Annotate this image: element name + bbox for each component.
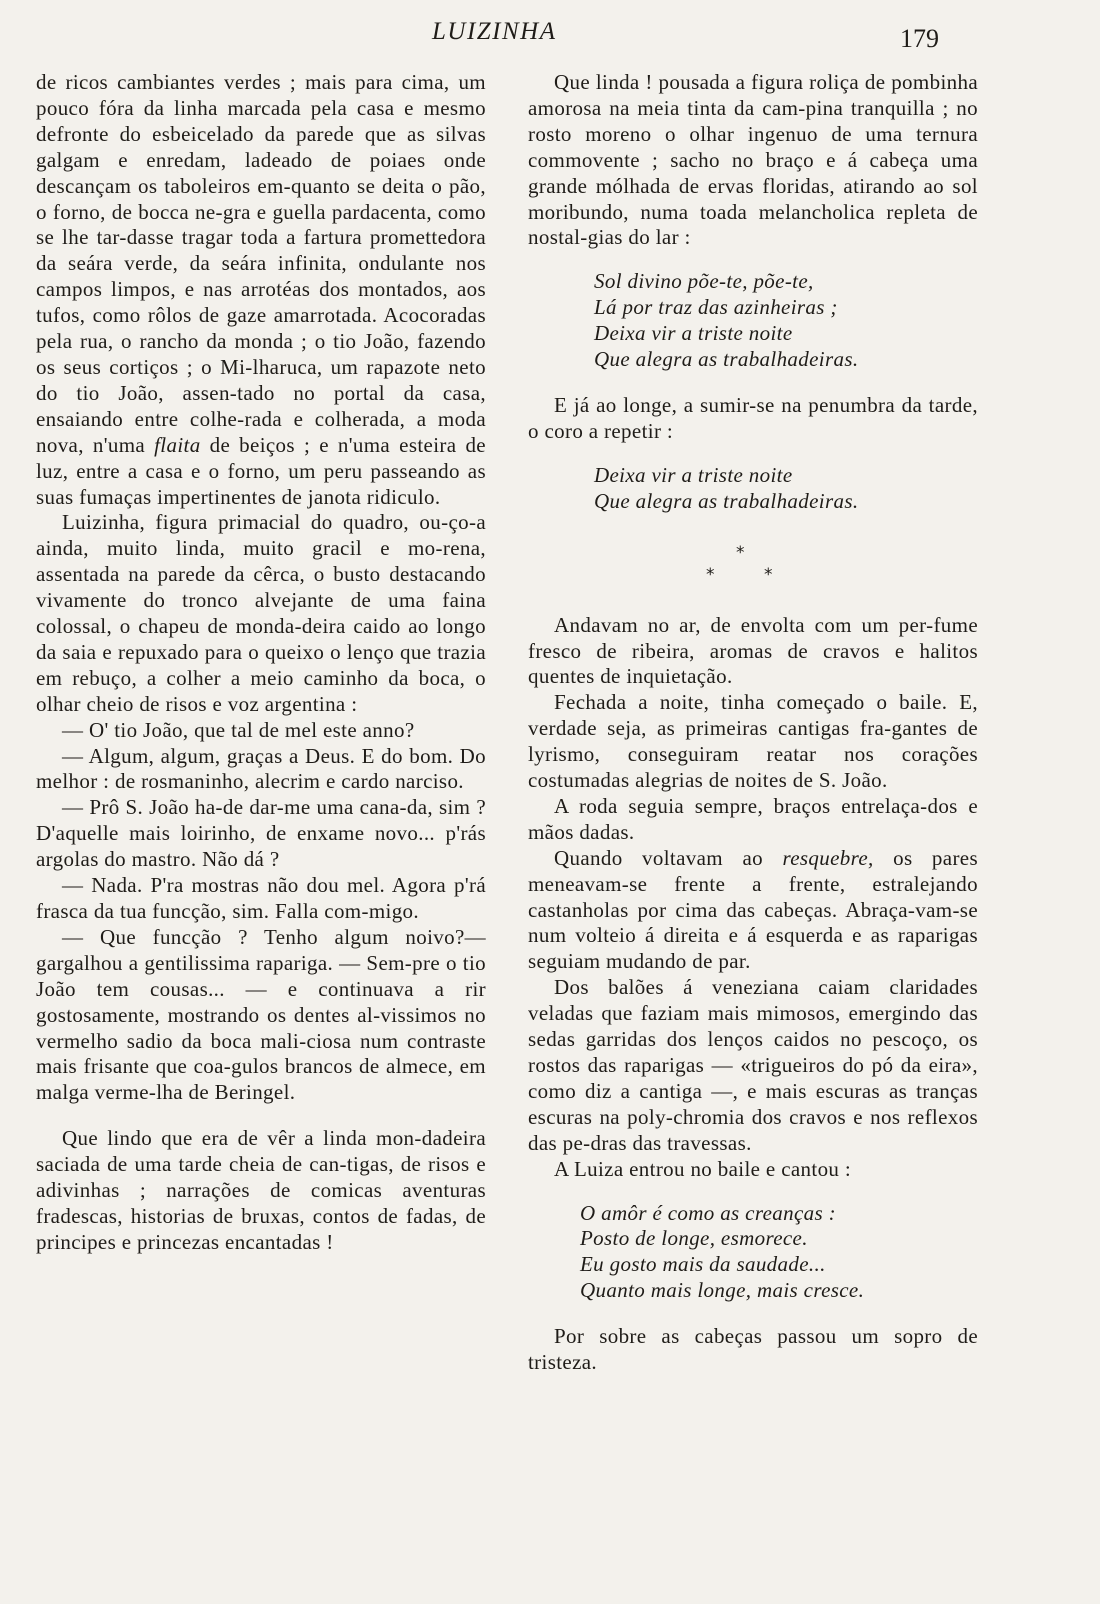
- paragraph: Dos balões á veneziana caiam claridades veladas que faziam mais mimosos, emergindo das sedas garridas dos lenços caidos no pescoço, os rostos das raparigas — «trigueiros do pó da eira», como diz a cantiga —, e mais escuras as tranças escuras na poly-chromia dos cravos e nos reflexos das pe-dras das travessas.: [528, 975, 978, 1155]
- paragraph: Luizinha, figura primacial do quadro, ou-ço-a ainda, muito linda, muito gracil e mo-rena, assentada na parede da cêrca, o busto destacando vivamente do tronco alvejante de uma faina colossal, o chapeu de monda-deira caido ao longo da saia e repuxado para o queixo o lenço que trazia em rebuço, a colher a meio caminho da boca, o olhar cheio de risos e voz argentina :: [36, 510, 486, 716]
- verse-line: Quanto mais longe, mais cresce.: [580, 1278, 865, 1303]
- paragraph: [528, 846, 978, 976]
- dialogue-line: — Nada. P'ra mostras não dou mel. Agora p'rá frasca da tua funcção, sim. Falla com-migo.: [36, 873, 486, 923]
- paragraph: A roda seguia sempre, braços entrelaça-dos e mãos dadas.: [528, 793, 978, 844]
- verse-line: Deixa vir a triste noite: [594, 462, 793, 487]
- paragraph-text: Quando voltavam ao: [554, 845, 763, 870]
- paragraph: Fechada a noite, tinha começado o baile. E, verdade seja, as primeiras cantigas fra-gantes de lyrismo, conseguiram reatar nos corações costumadas alegrias de noites de S. João.: [528, 690, 978, 793]
- dialogue-line: — Prô S. João ha-de dar-me uma cana-da, sim ? D'aquelle mais loirinho, de enxame novo... p'rás argolas do mastro. Não dá ?: [36, 795, 486, 872]
- paragraph-text: de ricos cambiantes verdes ; mais para cima, um pouco fóra da linha marcada pela casa e mesmo defronte do esbeicelado da parede que as silvas galgam e enredam, ladeado de poiaes onde descançam os taboleiros em-quanto se deita o pão, o forno, de bocca ne-gra e guella pardacenta, como se lhe tar-dasse tragar toda a fartura promettedora da seára verde, da seára infinita, ondulante nos campos limpos, e nas arrotéas dos montados, aos tufos, como rôlos de gaze amarrotada. Acocoradas pela rua, o rancho da monda ; o tio João, fazendo os seus cortiços ; o Mi-lharuca, um rapazote neto do tio João, assen-tado no portal da casa, ensaiando entre colhe-rada e colherada, a moda nova, n'uma: [36, 70, 486, 457]
- verse-line: Lá por traz das azinheiras ;: [594, 295, 838, 320]
- paragraph-text: os pares meneavam-se frente a frente, estralejando castanholas por cima das cabeças. Abraça-vam-se num volteio á direita e á esquerda e as raparigas seguiam mudando de par.: [528, 845, 978, 974]
- dialogue-line: — Algum, algum, graças a Deus. E do bom. Do melhor : de rosmaninho, alecrim e cardo narciso.: [36, 743, 486, 794]
- paragraph: A Luiza entrou no baile e cantou :: [554, 1156, 852, 1181]
- page-number: 179: [900, 24, 939, 53]
- paragraph: Que lindo que era de vêr a linda mon-dadeira saciada de uma tarde cheia de can-tigas, de risos e adivinhas ; narrações de comicas aventuras fradescas, historias de bruxas, contos de fadas, de principes e princezas encantadas !: [36, 1126, 486, 1254]
- verse-line: Eu gosto mais da saudade...: [580, 1252, 826, 1277]
- running-title: LUIZINHA: [432, 18, 557, 45]
- paragraph: E já ao longe, a sumir-se na penumbra da tarde, o coro a repetir :: [528, 392, 978, 443]
- verse-stanza: [580, 1201, 978, 1305]
- dialogue-line: — Que funcção ? Tenho algum noivo?— gargalhou a gentilissima rapariga. — Sem-pre o tio João tem cousas... — e continuava a rir gostosamente, mostrando os dentes al-vissimos no vermelho sadio da boca mali-ciosa num contraste mais frisante que coa-gulos brancos de almece, em malga verme-lha de Beringel.: [36, 924, 486, 1105]
- verse-stanza: [594, 463, 978, 515]
- paragraph: Por sobre as cabeças passou um sopro de tristeza.: [528, 1324, 978, 1375]
- italic-word: resquebre,: [782, 845, 874, 870]
- left-column: [36, 70, 486, 1256]
- paragraph-text: de beiços ; e n'uma esteira de luz, entre a casa e o forno, um peru passeando as suas fumaças impertinentes de janota ridiculo.: [36, 432, 486, 509]
- verse-line: Deixa vir a triste noite: [594, 321, 793, 346]
- right-column: [528, 70, 978, 1376]
- page-header: [0, 16, 1100, 56]
- asterisk: *: [764, 564, 773, 585]
- asterisk: *: [736, 542, 745, 563]
- asterism-separator: [528, 535, 978, 599]
- verse-line: Sol divino põe-te, põe-te,: [594, 269, 814, 294]
- verse-stanza: [594, 269, 978, 373]
- italic-word: flaita: [154, 432, 201, 457]
- asterisk: *: [706, 564, 715, 585]
- dialogue-line: — O' tio João, que tal de mel este anno?: [62, 717, 415, 742]
- paragraph: Andavam no ar, de envolta com um per-fume fresco de ribeira, aromas de cravos e halitos quentes de inquietação.: [528, 612, 978, 689]
- verse-line: Posto de longe, esmorece.: [580, 1226, 808, 1251]
- verse-line: Que alegra as trabalhadeiras.: [594, 488, 859, 513]
- paragraph: Que linda ! pousada a figura roliça de pombinha amorosa na meia tinta da cam-pina tranquilla ; no rosto moreno o olhar ingenuo de uma ternura commovente ; sacho no braço e á cabeça uma grande mólhada de ervas floridas, atirando ao sol moribundo, numa toada melancholica repleta de nostal-gias do lar :: [528, 70, 978, 250]
- paragraph: [36, 70, 486, 510]
- verse-line: O amôr é como as creanças :: [580, 1200, 836, 1225]
- verse-line: Que alegra as trabalhadeiras.: [594, 347, 859, 372]
